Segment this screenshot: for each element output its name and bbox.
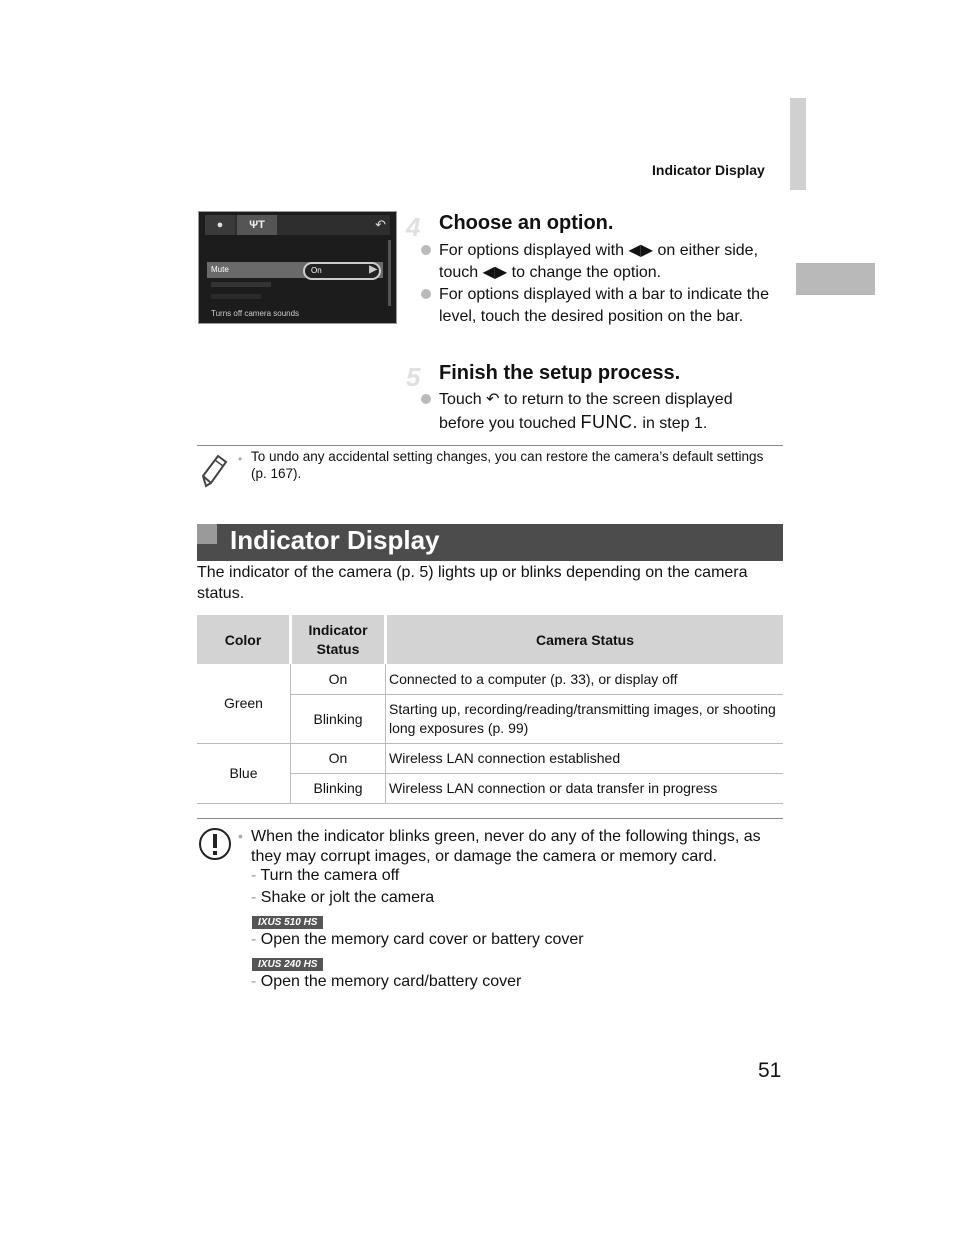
text: Turn the camera off [260,867,400,884]
bullet-icon: • [238,828,243,844]
dimmed-setting-row [211,282,271,287]
warning-item [251,888,434,908]
return-arrow-icon: ↶ [486,391,500,408]
warning-item [251,866,399,886]
section-marker-icon [197,524,217,544]
section-intro: The indicator of the camera (p. 5) lights up or blinks depending on the camera status. [197,564,748,602]
scroll-bar [388,240,391,306]
chapter-tab-current [796,263,875,295]
text: in step 1. [642,415,708,432]
step4-bullet-2: For options displayed with a bar to indicate the level, touch the desired position on the bar. [439,286,769,325]
mute-label: Mute [211,265,229,274]
bullet-icon [421,289,431,299]
text: to change the option. [511,264,662,281]
step4-bullet-1 [439,240,784,284]
model-badge [252,912,323,930]
color-cell: Green [197,664,291,743]
warning-text: When the indicator blinks green, never do any of the following things, as they may corrupt images, or damage the camera or memory card. [251,828,761,865]
dash-icon: - [251,931,257,948]
pencil-icon [200,452,230,495]
indicator-table [197,615,783,804]
mute-setting-row [207,262,383,278]
note-text: To undo any accidental setting changes, you can restore the camera’s default settings (p. 167). [251,449,764,481]
camera-status-cell: Connected to a computer (p. 33), or display off [386,664,784,694]
column-header: Camera Status [386,615,784,664]
back-arrow-icon: ↶ [375,217,386,232]
dimmed-setting-row [211,294,261,299]
screen-tab-bar [205,215,390,235]
section-title: Indicator Display [230,525,440,555]
text: to return to the screen displayed [504,391,733,408]
right-arrow-icon: ▶ [369,264,377,275]
step5-bullet-1 [439,389,784,435]
table-row [197,664,783,694]
color-cell: Blue [197,743,291,803]
divider [197,445,783,446]
model-badge [252,954,323,972]
table-header-row [197,615,783,664]
step-title: Choose an option. [439,212,614,234]
status-cell: On [291,743,386,773]
dash-icon: - [251,867,257,884]
text: before you touched [439,415,576,432]
camera-status-cell: Wireless LAN connection established [386,743,784,773]
text: For options displayed with [439,242,624,259]
bullet-icon: • [238,452,243,466]
text: Open the memory card/battery cover [260,973,522,990]
running-header: Indicator Display [652,162,765,178]
dash-icon: - [251,889,257,906]
text: Status [316,640,360,657]
caution-icon [198,827,232,866]
section-header [197,524,783,561]
step-title: Finish the setup process. [439,362,681,384]
column-header [291,615,386,664]
mute-value: On [311,266,322,275]
camera-status-cell: Starting up, recording/reading/transmitting images, or shooting long exposures (p. 99) [386,694,784,743]
text: Indicator [308,621,368,638]
camera-screen-illustration [198,211,397,324]
status-cell: On [291,664,386,694]
status-cell: Blinking [291,773,386,803]
model-label: IXUS 240 HS [252,958,323,971]
func-label: FUNC. [580,412,638,432]
text: touch [439,264,479,281]
divider [197,818,783,819]
text: Open the memory card cover or battery cover [260,931,584,948]
dash-icon: - [251,973,257,990]
left-right-arrows-icon: ◀▶ [628,242,654,259]
warning-item [251,972,521,992]
camera-status-cell: Wireless LAN connection or data transfer in progress [386,773,784,803]
model-label: IXUS 510 HS [252,916,323,929]
help-text: Turns off camera sounds [211,309,300,318]
chapter-tab-marker [790,98,806,190]
bullet-icon [421,245,431,255]
setup-tab: ΨT [237,215,277,235]
mute-option [303,262,381,280]
column-header: Color [197,615,291,664]
page-number: 51 [758,1059,782,1082]
step-number: 4 [406,212,421,242]
text: Touch [439,391,482,408]
status-cell: Blinking [291,694,386,743]
camera-icon: ● [205,215,235,235]
table-row [197,743,783,773]
left-right-arrows-icon: ◀▶ [482,264,508,281]
step-number: 5 [406,362,421,392]
text: Shake or jolt the camera [260,889,435,906]
bullet-icon [421,394,431,404]
warning-item [251,930,584,950]
text: on either side, [657,242,759,259]
